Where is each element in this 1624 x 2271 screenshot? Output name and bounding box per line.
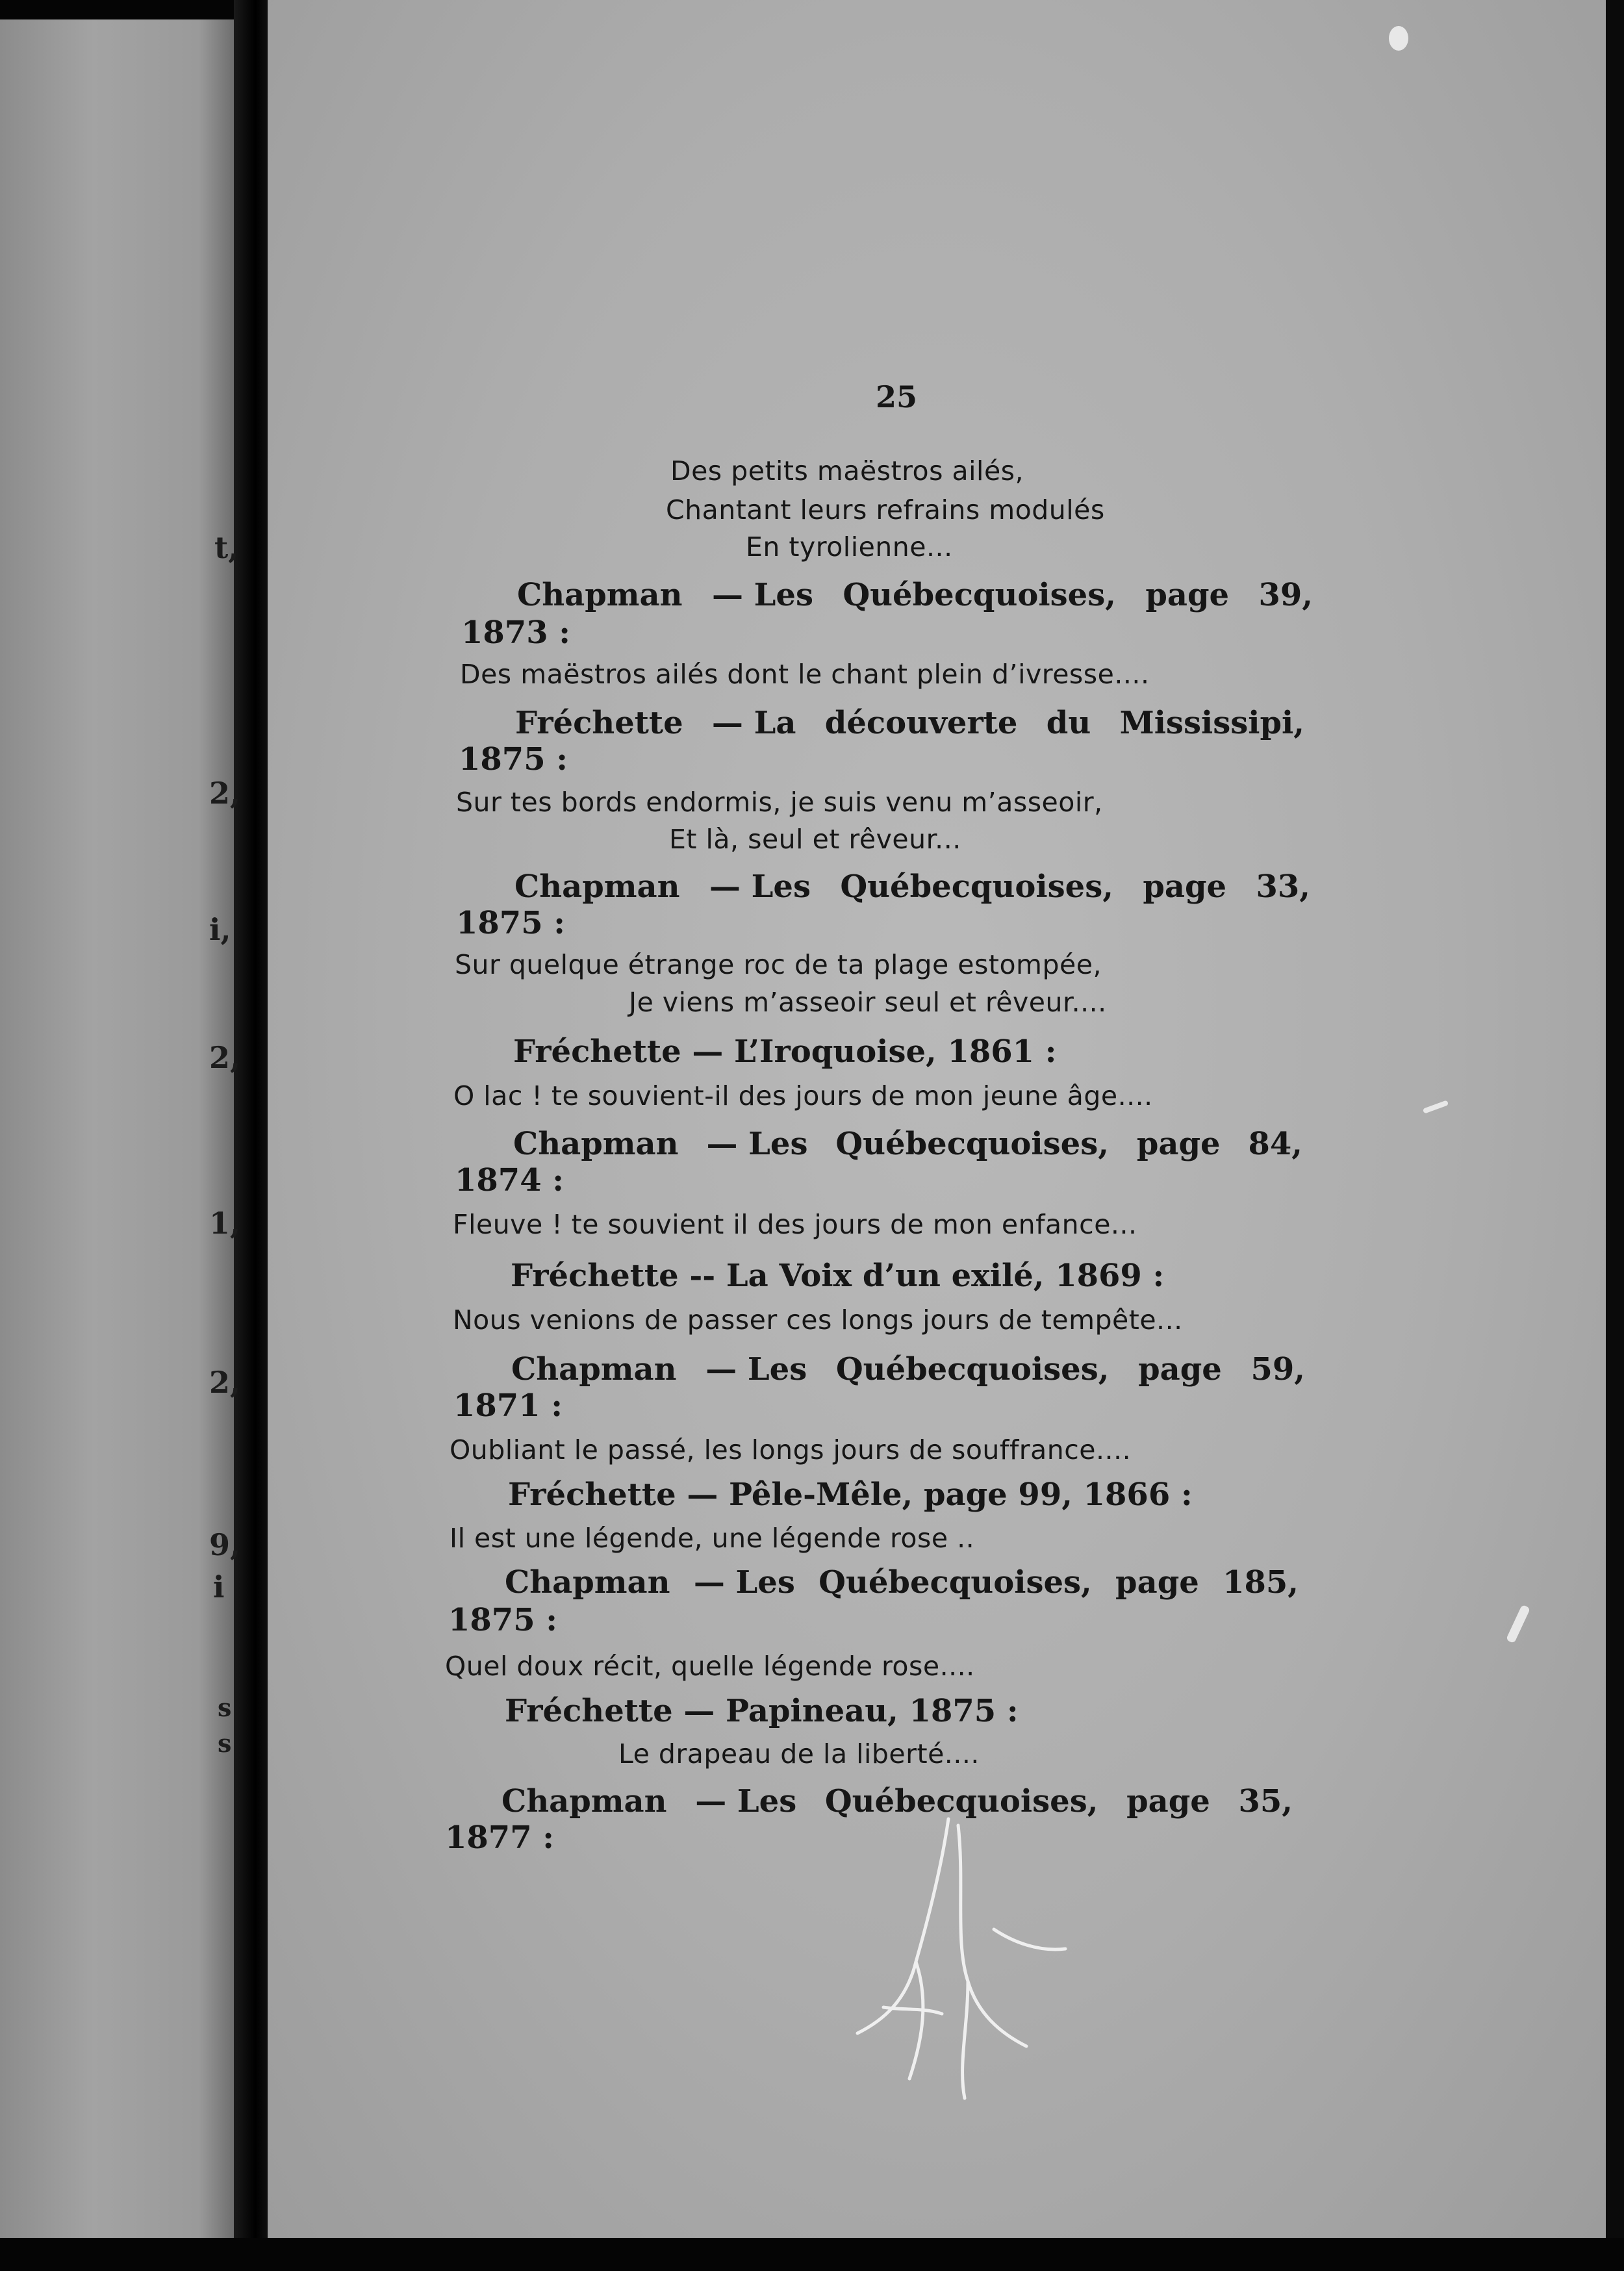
heading-part: Québecquoises, xyxy=(843,577,1116,613)
verse-line: Sur quelque étrange roc de ta plage estompée, xyxy=(455,949,1102,980)
verse-line: Je viens m’asseoir seul et rêveur.... xyxy=(629,987,1107,1018)
scan-speck xyxy=(1389,26,1408,51)
citation-heading: Fréchette -- La Voix d’un exilé, 1869 : xyxy=(511,1258,1165,1294)
verse-line: O lac ! te souvient-il des jours de mon jeune âge.... xyxy=(453,1080,1153,1111)
citation-year: 1877 : xyxy=(445,1820,555,1856)
heading-author: Fréchette xyxy=(515,705,683,741)
heading-page: 84, xyxy=(1248,1126,1302,1162)
heading-page: 35, xyxy=(1238,1783,1293,1820)
bottom-scan-border xyxy=(0,2238,1624,2271)
heading-part: Québecquoises, xyxy=(840,869,1113,905)
heading-part: page xyxy=(1145,577,1230,613)
left-page-fragment: i, xyxy=(209,912,231,947)
heading-part: découverte xyxy=(824,705,1018,741)
heading-part: — Les xyxy=(706,1126,808,1162)
heading-part: — Les xyxy=(693,1564,795,1601)
left-page-fragment: t, xyxy=(214,530,239,565)
citation-year: 1875 : xyxy=(448,1602,558,1638)
citation-year: 1875 : xyxy=(459,741,568,778)
heading-part: Québecquoises, xyxy=(835,1351,1110,1388)
heading-page: 185, xyxy=(1223,1564,1299,1601)
citation-heading xyxy=(511,1351,1305,1388)
heading-part: page xyxy=(1126,1783,1210,1820)
heading-page: 59, xyxy=(1250,1351,1305,1388)
citation-heading xyxy=(517,577,1313,613)
heading-page: 39, xyxy=(1258,577,1313,613)
left-page-fragment: 1, xyxy=(209,1206,241,1241)
left-page-fragment: 2, xyxy=(209,1040,241,1075)
verse-line: Chantant leurs refrains modulés xyxy=(666,494,1105,526)
heading-author: Chapman xyxy=(501,1783,667,1820)
heading-page: 33, xyxy=(1256,869,1310,905)
paper-crease-mark xyxy=(844,1812,1091,2111)
heading-author: Chapman xyxy=(517,577,683,613)
verse-line: En tyrolienne... xyxy=(746,531,953,563)
heading-part: — La xyxy=(711,705,796,741)
heading-part: du xyxy=(1046,705,1091,741)
verse-line: Il est une légende, une légende rose .. xyxy=(450,1523,975,1554)
left-facing-page xyxy=(0,19,234,2238)
heading-part: — Les xyxy=(695,1783,797,1820)
citation-year: 1873 : xyxy=(461,615,571,651)
citation-heading xyxy=(514,869,1310,905)
verse-line: Fleuve ! te souvient il des jours de mon enfance... xyxy=(453,1209,1137,1240)
citation-heading xyxy=(515,705,1304,741)
heading-author: Chapman xyxy=(511,1351,677,1388)
left-page-fragment: 9, xyxy=(209,1527,241,1562)
verse-line: Sur tes bords endormis, je suis venu m’asseoir, xyxy=(456,787,1103,818)
left-page-fragment: 2, xyxy=(209,1365,241,1400)
heading-author: Chapman xyxy=(514,869,680,905)
verse-line: Le drapeau de la liberté.... xyxy=(618,1738,980,1770)
right-scan-border xyxy=(1606,0,1624,2271)
citation-year: 1875 : xyxy=(456,905,566,941)
citation-heading: Fréchette — Pêle-Mêle, page 99, 1866 : xyxy=(508,1477,1193,1513)
heading-author: Chapman xyxy=(505,1564,670,1601)
heading-part: Québecquoises, xyxy=(824,1783,1098,1820)
left-page-fragment: 2, xyxy=(209,776,241,811)
heading-part: — Les xyxy=(705,1351,807,1388)
heading-part: Québecquoises, xyxy=(818,1564,1092,1601)
verse-line: Nous venions de passer ces longs jours de tempête... xyxy=(453,1304,1183,1336)
verse-line: Quel doux récit, quelle légende rose.... xyxy=(445,1651,975,1682)
citation-heading xyxy=(513,1126,1302,1162)
verse-line: Des maëstros ailés dont le chant plein d’ivresse.... xyxy=(460,659,1150,690)
left-page-fragment: s xyxy=(218,1729,232,1758)
citation-year: 1871 : xyxy=(453,1388,563,1424)
left-page-fragment: i xyxy=(213,1569,225,1605)
citation-heading: Fréchette — Papineau, 1875 : xyxy=(505,1693,1019,1729)
heading-part: page xyxy=(1143,869,1227,905)
left-page-fragment: s xyxy=(218,1693,232,1722)
page-number: 25 xyxy=(876,379,918,414)
heading-part: — Les xyxy=(711,577,813,613)
citation-heading: Fréchette — L’Iroquoise, 1861 : xyxy=(513,1034,1057,1070)
heading-author: Chapman xyxy=(513,1126,679,1162)
verse-line: Oubliant le passé, les longs jours de souffrance.... xyxy=(450,1434,1132,1465)
heading-page: Mississipi, xyxy=(1119,705,1304,741)
citation-heading xyxy=(505,1564,1299,1601)
book-gutter xyxy=(234,0,270,2271)
verse-line: Et là, seul et rêveur... xyxy=(669,824,961,855)
citation-year: 1874 : xyxy=(455,1162,565,1199)
heading-part: page xyxy=(1115,1564,1199,1601)
heading-part: Québecquoises, xyxy=(835,1126,1109,1162)
heading-part: page xyxy=(1138,1351,1222,1388)
heading-part: — Les xyxy=(709,869,811,905)
verse-line: Des petits maëstros ailés, xyxy=(670,455,1024,487)
heading-part: page xyxy=(1136,1126,1221,1162)
